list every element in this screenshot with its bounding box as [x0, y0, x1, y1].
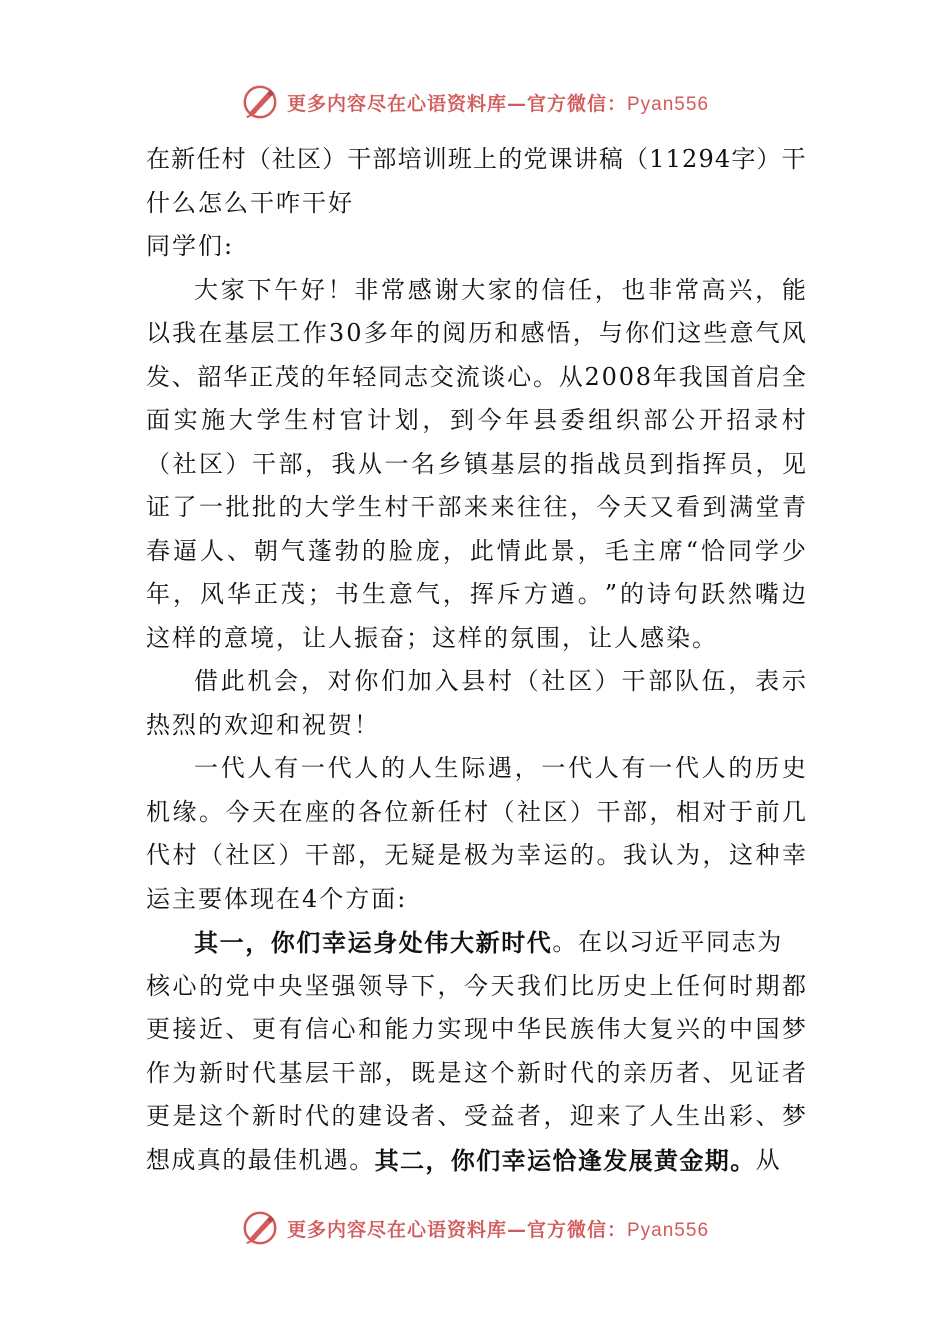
salutation: 同学们:	[146, 232, 235, 260]
paragraph-1-line: 以 我 在 基 层 工 作 3 0 多 年 的 阅 历 和 感 悟 ， 与 你 们 这 些 意 气 风	[146, 319, 806, 347]
paragraph-1-line: 大 家 下 午 好 ！ 非 常 感 谢 大 家 的 信 任 ， 也 非 常 高 兴 ， 能	[194, 275, 806, 304]
paragraph-3-line: 一 代 人 有 一 代 人 的 人 生 际 遇 ， 一 代 人 有 一 代 人 的 历 史	[194, 754, 806, 782]
footer-watermark-banner	[0, 1208, 950, 1248]
banner-wechat-id: Pyan556	[627, 93, 710, 115]
paragraph-1-line: 这样的意境，让人振奋；这样的氛围，让人感染。	[146, 623, 718, 652]
paragraph-1-line: 年 ， 风 华 正 茂 ； 书 生 意 气 ， 挥 斥 方 遒 。 ” 的 诗 句 跃 然 嘴 边	[146, 580, 806, 608]
paragraph-2-line: 借 此 机 会 ， 对 你 们 加 入 县 村 （ 社 区 ） 干 部 队 伍 ， 表 示	[194, 667, 806, 695]
title-line-1: 在 新 任 村 （ 社 区 ） 干 部 培 训 班 上 的 党 课 讲 稿 （ 1 1 2 9 4 字 ） 干	[146, 145, 806, 173]
paragraph-4-line: 作 为 新 时 代 基 层 干 部 ， 既 是 这 个 新 时 代 的 亲 历 者 、 见 证 者	[146, 1058, 806, 1087]
paragraph-3-line: 机 缘 。 今 天 在 座 的 各 位 新 任 村 （ 社 区 ） 干 部 ， 相 对 于 前 几	[146, 797, 806, 826]
paragraph-4-line: 更 是 这 个 新 时 代 的 建 设 者 、 受 益 者 ， 迎 来 了 人 生 出 彩 、 梦	[146, 1102, 806, 1130]
banner-text: 更多内容尽在心语资料库—官方微信：Pyan556	[286, 92, 710, 115]
paragraph-1-line: 春 逼 人 、 朝 气 蓬 勃 的 脸 庞 ， 此 情 此 景 ， 毛 主 席 “ 恰 同 学 少	[146, 536, 806, 565]
paragraph-1-line: （ 社 区 ） 干 部 ， 我 从 一 名 乡 镇 基 层 的 指 战 员 到 指 挥 员 ， 见	[146, 449, 806, 478]
header-watermark-banner	[0, 82, 950, 122]
paragraph-1-line: 证 了 一 批 批 的 大 学 生 村 干 部 来 来 往 往 ， 今 天 又 看 到 满 堂 青	[146, 493, 806, 521]
paragraph-3-line: 代 村 （ 社 区 ） 干 部 ， 无 疑 是 极 为 幸 运 的 。 我 认 为 ， 这 种 幸	[146, 841, 806, 869]
paragraph-4-line: 核 心 的 党 中 央 坚 强 领 导 下 ， 今 天 我 们 比 历 史 上 任 何 时 期 都	[146, 971, 806, 1000]
paragraph-2-line: 热烈的欢迎和祝贺！	[146, 710, 380, 739]
document-body	[146, 138, 806, 1182]
pen-logo-icon	[241, 83, 279, 121]
paragraph-4-line: 其一，你们幸运身处伟大新时代 。在以习近平同志为	[146, 921, 806, 965]
pen-logo-icon	[241, 1209, 279, 1247]
paragraph-1-line: 面 实 施 大 学 生 村 官 计 划 ， 到 今 年 县 委 组 织 部 公 开 招 录 村	[146, 406, 806, 434]
paragraph-1-line: 发 、 韶 华 正 茂 的 年 轻 同 志 交 流 谈 心 。 从 2 0 0 8 年 我 国 首 启 全	[146, 362, 806, 391]
point-one-heading: 其一，你们幸运身处伟大新时代	[194, 928, 553, 957]
paragraph-4-line: 更 接 近 、 更 有 信 心 和 能 力 实 现 中 华 民 族 伟 大 复 兴 的 中 国 梦	[146, 1015, 806, 1043]
point-two-heading: 其二，你们幸运恰逢发展黄金期。	[374, 1145, 756, 1175]
paragraph-3-line: 运主要体现在4个方面:	[146, 884, 408, 913]
title-line-2: 什么怎么干咋干好	[146, 188, 354, 217]
banner-text: 更多内容尽在心语资料库—官方微信：Pyan556	[286, 1218, 710, 1241]
banner-wechat-id: Pyan556	[627, 1219, 710, 1241]
paragraph-4-line: 想成真的最佳机遇。 其二，你们幸运恰逢发展黄金期。 从	[146, 1139, 806, 1183]
